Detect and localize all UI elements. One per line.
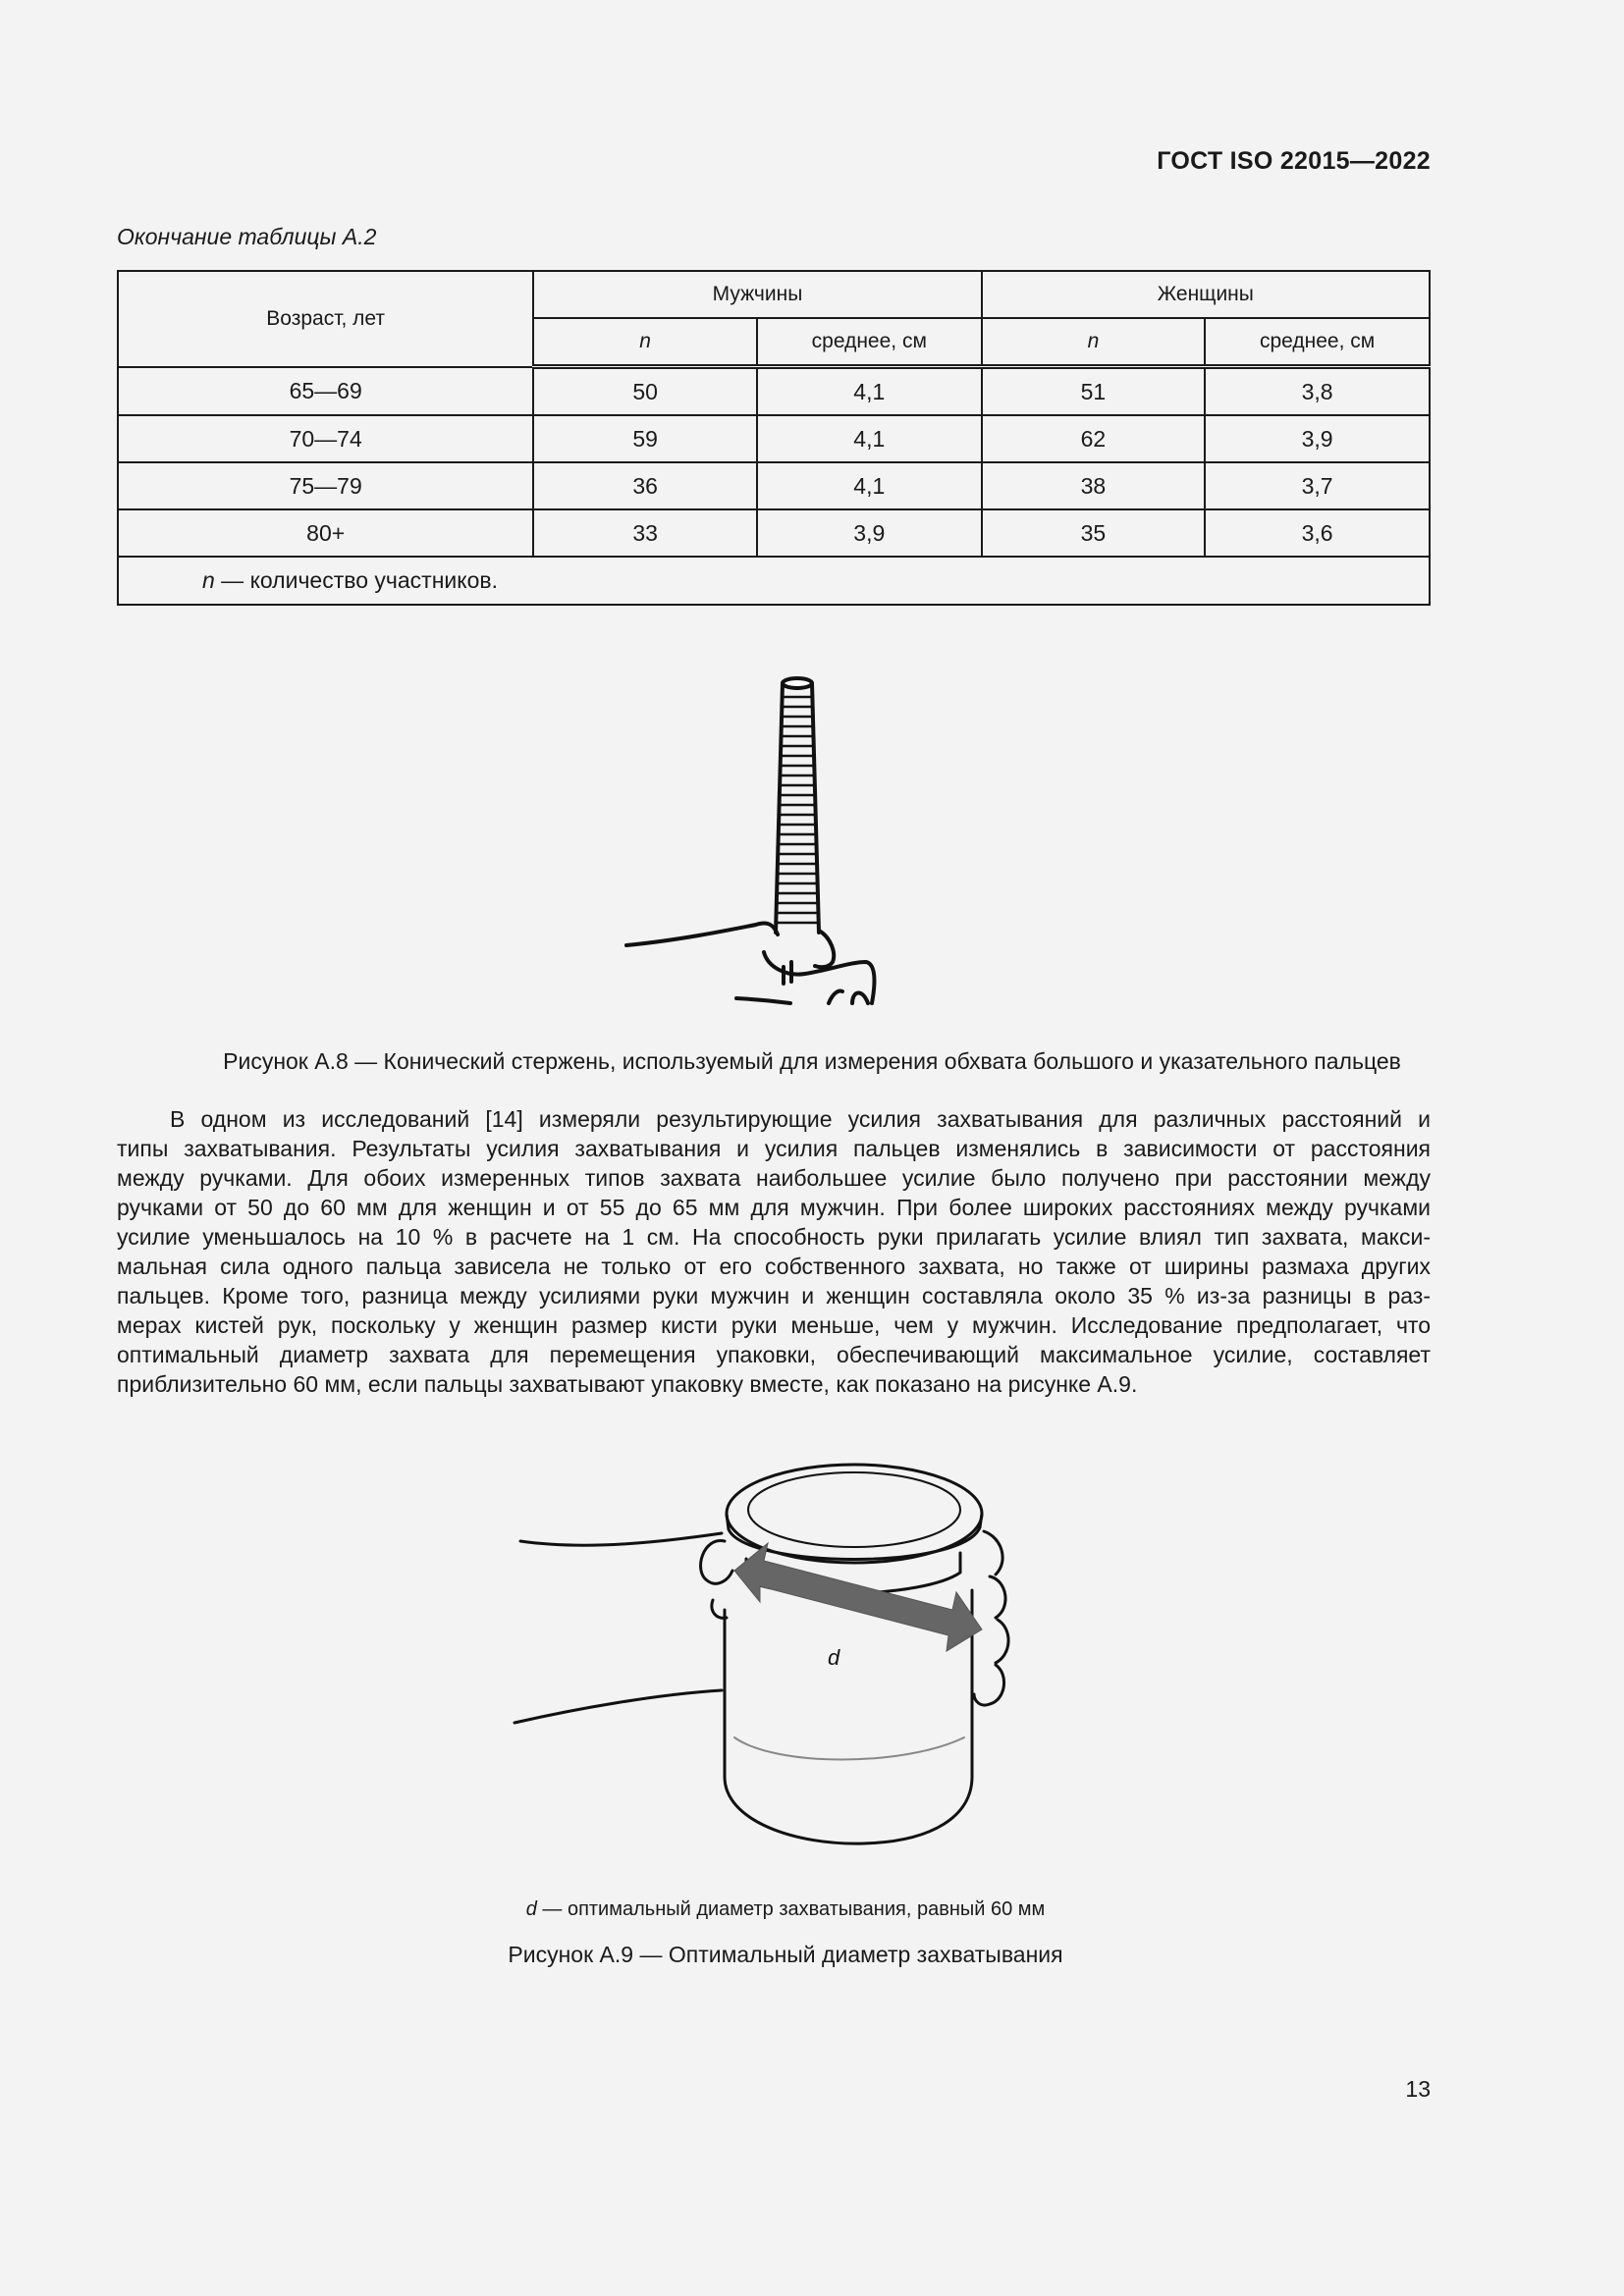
cell-men-n: 33: [533, 509, 757, 557]
conical-rod-figure: [619, 667, 933, 1006]
table-note-row: [118, 557, 1430, 605]
paragraph-line: типы захватывания. Результаты усилия захватывания и усилия пальцев изменялись в зависимости от расстояния: [117, 1136, 1431, 1161]
paragraph-line: оптимальный диаметр захвата для перемещения упаковки, обеспечивающий максимальное усилие, составляет: [117, 1342, 1431, 1367]
cell-age: 70—74: [118, 415, 533, 462]
paragraph-line: мальная сила одного пальца зависела не только от его собственного захвата, но также от ширины размаха других: [117, 1254, 1431, 1279]
cell-men-mean: 4,1: [757, 415, 982, 462]
cell-women-mean: 3,7: [1205, 462, 1430, 509]
data-table: [117, 270, 1431, 606]
paragraph-line: В одном из исследований [14] измеряли результирующие усилия захватывания для различных расстояний и: [170, 1106, 1431, 1132]
cell-age: 65—69: [118, 367, 533, 416]
women-n-header: [982, 318, 1206, 367]
women-n-var: n: [1087, 330, 1100, 352]
age-header: Возраст, лет: [118, 271, 533, 367]
men-n-header: [533, 318, 757, 367]
diameter-label: d: [828, 1645, 840, 1670]
cell-age: 75—79: [118, 462, 533, 509]
figure-a9-legend: [0, 1898, 1571, 1921]
table-caption: Окончание таблицы А.2: [117, 224, 377, 249]
paragraph-line: ручками от 50 до 60 мм для женщин и от 55 до 65 мм для мужчин. При более широких расстояниях между ручками: [117, 1195, 1431, 1220]
cell-women-mean: 3,9: [1205, 415, 1430, 462]
cell-men-n: 59: [533, 415, 757, 462]
table-note: [118, 557, 1430, 605]
cell-women-n: 38: [982, 462, 1206, 509]
cell-women-n: 35: [982, 509, 1206, 557]
legend-var: d: [525, 1898, 537, 1920]
grip-diameter-figure: [511, 1443, 1041, 1855]
cell-men-mean: 4,1: [757, 462, 982, 509]
paragraph-line: между ручками. Для обоих измеренных типов захвата наибольшее усилие было получено при расстоянии между: [117, 1165, 1431, 1191]
cell-men-mean: 4,1: [757, 367, 982, 416]
cell-women-n: 62: [982, 415, 1206, 462]
table-row: [118, 367, 1430, 416]
men-n-var: n: [639, 330, 651, 352]
paragraph-line: усилие уменьшалось на 10 % в расчете на 1 см. На способность руки прилагать усилие влиял тип захвата, макси-: [117, 1224, 1431, 1250]
cell-age: 80+: [118, 509, 533, 557]
cell-women-mean: 3,8: [1205, 367, 1430, 416]
men-mean-header: среднее, см: [757, 318, 982, 367]
figure-a8-caption: Рисунок А.8 — Конический стержень, используемый для измерения обхвата большого и указательного пальцев: [223, 1048, 1401, 1074]
note-var: n: [202, 567, 215, 593]
note-text: — количество участников.: [214, 567, 498, 593]
legend-text: — оптимальный диаметр захватывания, равный 60 мм: [536, 1898, 1046, 1920]
cell-women-mean: 3,6: [1205, 509, 1430, 557]
women-header: Женщины: [982, 271, 1430, 318]
table-row: [118, 415, 1430, 462]
cell-men-mean: 3,9: [757, 509, 982, 557]
cell-women-n: 51: [982, 367, 1206, 416]
paragraph-line: приблизительно 60 мм, если пальцы захватывают упаковку вместе, как показано на рисунке А.9.: [117, 1371, 1138, 1397]
document-code: ГОСТ ISO 22015—2022: [1157, 147, 1431, 175]
figure-a9-caption: Рисунок А.9 — Оптимальный диаметр захватывания: [508, 1942, 1063, 1967]
paragraph-line: пальцев. Кроме того, разница между усилиями руки мужчин и женщин составляла около 35 % из-за разницы в раз-: [117, 1283, 1431, 1308]
paragraph-line: мерах кистей рук, поскольку у женщин размер кисти руки меньше, чем у мужчин. Исследование предполагает, что: [117, 1312, 1431, 1338]
women-mean-header: среднее, см: [1205, 318, 1430, 367]
page-number: 13: [1405, 2076, 1431, 2102]
table-row: [118, 462, 1430, 509]
body-paragraph: [117, 1104, 1431, 1399]
cell-men-n: 50: [533, 367, 757, 416]
men-header: Мужчины: [533, 271, 981, 318]
table-row: [118, 509, 1430, 557]
cell-men-n: 36: [533, 462, 757, 509]
